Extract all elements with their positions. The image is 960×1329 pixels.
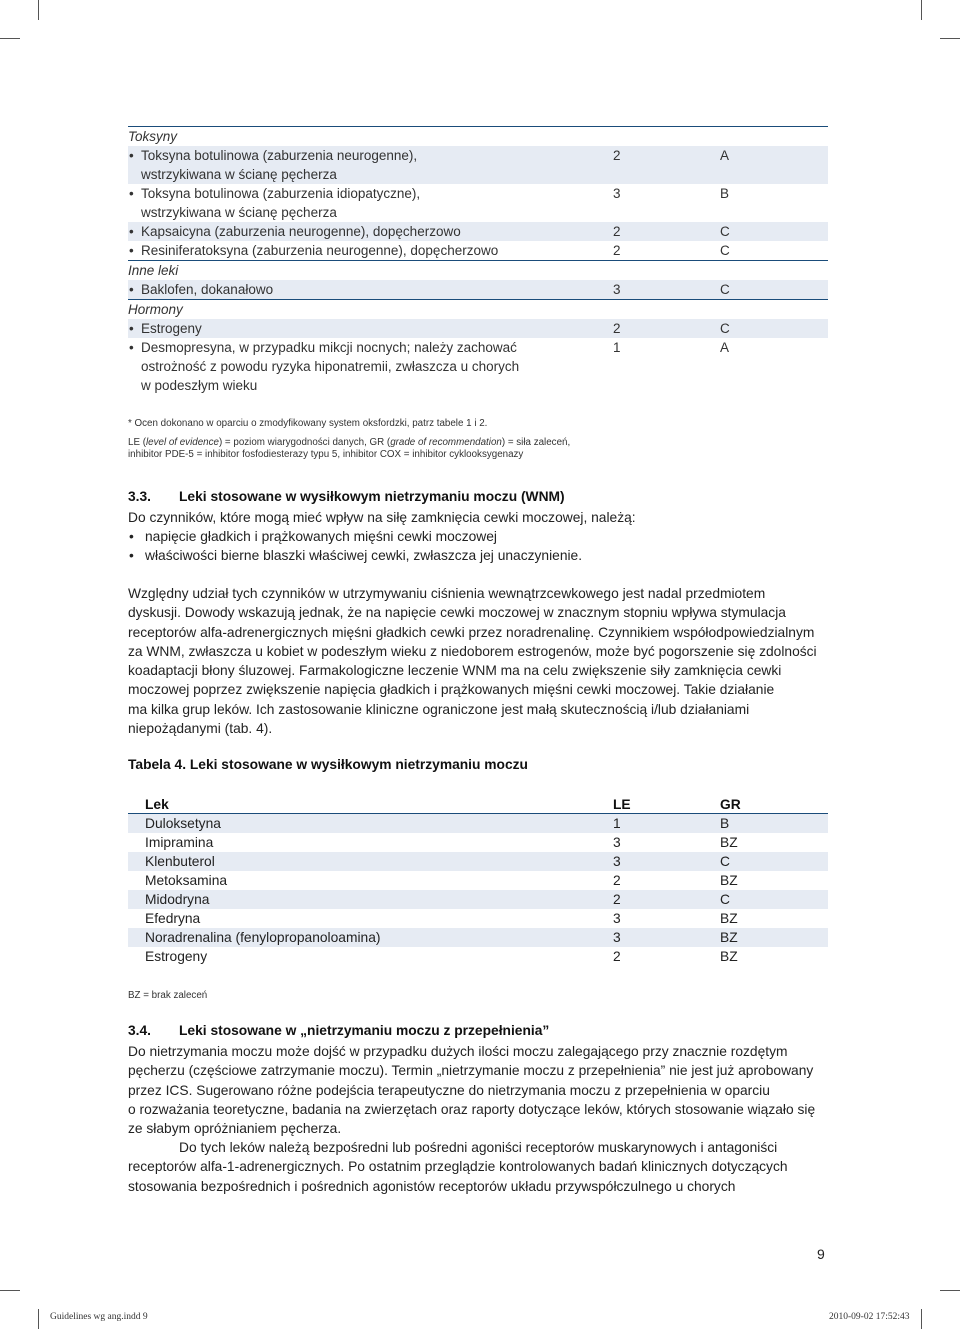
paragraph-line: stosowania bezpośrednich i pośrednich agonistów receptorów układu przywspółczulnego u chorych <box>128 1178 736 1194</box>
row-text: Toksyna botulinowa (zaburzenia idiopatyczne), <box>141 186 421 201</box>
cell-lek: Klenbuterol <box>145 854 215 869</box>
cell-le: 1 <box>613 340 621 355</box>
cell-gr: C <box>720 892 730 907</box>
row-text: Baklofen, dokanałowo <box>141 282 274 297</box>
table-category: Inne leki <box>128 263 179 278</box>
paragraph-line: Do czynników, które mogą mieć wpływ na siłę zamknięcia cewki moczowej, należą: <box>128 510 636 525</box>
cell-gr: BZ <box>720 930 738 945</box>
table-row <box>128 241 828 260</box>
section-title: Leki stosowane w wysiłkowym nietrzymaniu moczu (WNM) <box>179 489 565 504</box>
list-item <box>128 527 582 546</box>
crop-mark <box>940 1290 960 1291</box>
bullet-icon: • <box>129 224 134 239</box>
row-text-line <box>128 165 828 184</box>
table-row <box>128 890 828 909</box>
list-item-text: właściwości bierne blaszki właściwej cewki, zwłaszcza jej unaczynienie. <box>145 548 583 564</box>
cell-le: 3 <box>613 186 621 201</box>
section-title: Leki stosowane w „nietrzymaniu moczu z przepełnienia” <box>179 1023 550 1038</box>
table-row <box>128 852 828 871</box>
paragraph-line: receptorów alfa-adrenergicznych mięśni gładkich cewki przez noradrenalinę. Czynnikiem współodpowiedzialnym <box>128 624 815 640</box>
paragraph-line: dyskusji. Dowody wskazują jednak, że na napięcie cewki moczowej w znacznym stopniu wpływa stymulacja <box>128 605 786 621</box>
paragraph-line: pęcherzu (częściowe zatrzymanie moczu). Termin „nietrzymanie moczu z przepełnienia” nie jest już aprobowany <box>128 1063 814 1079</box>
crop-mark <box>0 38 20 39</box>
table-row <box>128 833 828 852</box>
bullet-icon: • <box>129 148 134 163</box>
cell-le: 2 <box>613 949 621 964</box>
cell-gr: A <box>720 148 730 163</box>
footer-filename: Guidelines wg ang.indd 9 <box>50 1312 148 1322</box>
cell-le: 2 <box>613 321 621 336</box>
bullet-icon: • <box>129 321 134 336</box>
table-row <box>128 222 828 241</box>
table-category: Toksyny <box>128 129 178 144</box>
sui-drug-table <box>128 795 828 966</box>
bullet-icon: • <box>129 340 134 355</box>
paragraph-line: receptorów alfa-1-adrenergicznych. Po ostatnim przeglądzie kontrolowanych badań klinicznych dotyczących <box>128 1159 788 1175</box>
note-italic: grade of recommendation <box>390 437 502 448</box>
drug-recommendation-table <box>128 126 828 395</box>
row-text-line <box>128 203 828 222</box>
cell-le: 2 <box>613 148 621 163</box>
cell-le: 2 <box>613 873 621 888</box>
bullet-list <box>128 527 582 566</box>
table-row <box>128 184 828 222</box>
paragraph-line: Do tych leków należą bezpośredni lub pośredni agoniści receptorów muskarynowych i antagoniści <box>179 1140 778 1155</box>
cell-lek: Estrogeny <box>145 949 208 964</box>
table-footnote: BZ = brak zaleceń <box>128 990 208 1001</box>
list-item <box>128 546 582 565</box>
bullet-icon: • <box>129 282 134 297</box>
table-row <box>128 814 828 833</box>
header-le: LE <box>613 797 631 812</box>
note-text: LE ( <box>128 437 146 448</box>
table-header-row <box>128 795 828 814</box>
cell-gr: BZ <box>720 835 738 850</box>
header-lek: Lek <box>145 797 169 812</box>
page-number: 9 <box>817 1246 825 1262</box>
table-note-asterisk: * Ocen dokonano w oparciu o zmodyfikowany system oksfordzki, patrz tabele 1 i 2. <box>128 418 488 429</box>
cell-le: 3 <box>613 835 621 850</box>
cell-gr: B <box>720 186 730 201</box>
paragraph-line: przez ICS. Sugerowano różne podejścia terapeutyczne do nietrzymania moczu z przepełnienia w oparciu <box>128 1082 770 1098</box>
paragraph-line: koadaptacji błony śluzowej. Farmakologiczne leczenie WNM ma na celu zwiększenie siły zamknięcia cewki <box>128 663 782 679</box>
cell-gr: C <box>720 224 730 239</box>
row-text-line <box>128 357 828 376</box>
cell-lek: Metoksamina <box>145 873 228 888</box>
table-body <box>128 814 828 966</box>
cell-lek: Duloksetyna <box>145 816 221 831</box>
table-row <box>128 928 828 947</box>
cell-lek: Efedryna <box>145 911 201 926</box>
list-item-text: napięcie gładkich i prążkowanych mięśni cewki moczowej <box>145 529 497 544</box>
cell-lek: Midodryna <box>145 892 210 907</box>
row-text-line <box>128 376 828 395</box>
note-text: ) = poziom wiarygodności danych, GR ( <box>218 437 391 448</box>
cell-gr: C <box>720 854 730 869</box>
cell-le: 2 <box>613 243 621 258</box>
cell-gr: B <box>720 816 730 831</box>
cell-gr: C <box>720 321 730 336</box>
paragraph-line: ze słabym opróżnianiem pęcherza. <box>128 1121 342 1137</box>
cell-le: 2 <box>613 892 621 907</box>
crop-mark <box>940 38 960 39</box>
section-paragraph <box>128 1042 833 1138</box>
table-row <box>128 871 828 890</box>
table-row <box>128 146 828 184</box>
cell-le: 3 <box>613 930 621 945</box>
paragraph-line: ma kilka grup leków. Ich zastosowanie kliniczne ograniczone jest małą skutecznością i/lub działaniami <box>128 701 750 717</box>
cell-le: 1 <box>613 816 621 831</box>
table-caption: Tabela 4. Leki stosowane w wysiłkowym nietrzymaniu moczu <box>128 757 528 772</box>
crop-mark <box>0 1290 20 1291</box>
section-number: 3.4. <box>128 1023 152 1038</box>
section-intro <box>128 508 833 527</box>
paragraph-line: o rozważania teoretyczne, badania na zwierzętach oraz raporty dotyczące leków, których stosowanie wiązało się <box>128 1101 816 1117</box>
table-row <box>128 319 828 338</box>
paragraph-line: moczowej poprzez zwiększenie napięcia gładkich i prążkowanych mięśni cewki moczowej. Takie działanie <box>128 682 775 698</box>
section-number: 3.3. <box>128 489 152 504</box>
row-text: Desmopresyna, w przypadku mikcji nocnych; należy zachować <box>141 340 517 355</box>
cell-gr: BZ <box>720 949 738 964</box>
crop-mark <box>38 0 39 20</box>
table-category: Hormony <box>128 302 183 317</box>
section-heading <box>128 489 565 504</box>
cell-gr: C <box>720 243 730 258</box>
cell-le: 3 <box>613 854 621 869</box>
section-paragraph <box>128 1138 833 1196</box>
paragraph-line: Względny udział tych czynników w utrzymywaniu ciśnienia wewnątrzcewkowego jest nadal przedmiotem <box>128 586 766 601</box>
row-text: Resiniferatoksyna (zaburzenia neurogenne), dopęcherzowo <box>141 243 499 258</box>
bullet-icon: • <box>129 186 134 201</box>
row-text: Estrogeny <box>141 321 202 336</box>
cell-gr: BZ <box>720 911 738 926</box>
cell-le: 3 <box>613 282 621 297</box>
cell-gr: BZ <box>720 873 738 888</box>
row-text: Toksyna botulinowa (zaburzenia neurogenne), <box>141 148 418 163</box>
paragraph-line: Do nietrzymania moczu może dojść w przypadku dużych ilości moczu zalegającego przy znacznie rozdętym <box>128 1044 788 1059</box>
cell-gr: A <box>720 340 730 355</box>
cell-gr: C <box>720 282 730 297</box>
row-text: wstrzykiwana w ścianę pęcherza <box>141 167 337 182</box>
table-row <box>128 947 828 966</box>
row-text: wstrzykiwana w ścianę pęcherza <box>141 205 337 220</box>
row-text: ostrożność z powodu ryzyka hiponatremii, zwłaszcza u chorych <box>141 359 520 374</box>
paragraph-line: za WNM, zwłaszcza u kobiet w podeszłym wieku z niedoborem estrogenów, może być pogorszenie się zdolności <box>128 643 817 659</box>
note-italic: level of evidence <box>145 437 219 448</box>
table-row <box>128 280 828 299</box>
header-gr: GR <box>720 797 741 812</box>
footer-timestamp: 2010-09-02 17:52:43 <box>829 1312 910 1322</box>
table-note-inhibitors: inhibitor PDE-5 = inhibitor fosfodiesterazy typu 5, inhibitor COX = inhibitor cyklooksygenazy <box>128 449 524 460</box>
table-row <box>128 909 828 928</box>
bullet-icon: • <box>129 243 134 258</box>
note-text: ) = siła zaleceń, <box>501 437 571 448</box>
section-heading <box>128 1023 549 1038</box>
cell-lek: Imipramina <box>145 835 214 850</box>
cell-le: 2 <box>613 224 621 239</box>
bullet-icon: • <box>129 529 134 544</box>
table-row <box>128 338 828 395</box>
crop-mark <box>38 1309 39 1329</box>
bullet-icon: • <box>129 548 134 564</box>
row-text: Kapsaicyna (zaburzenia neurogenne), dopęcherzowo <box>141 224 461 239</box>
row-text: w podeszłym wieku <box>141 378 258 393</box>
crop-mark <box>921 1309 922 1329</box>
crop-mark <box>921 0 922 20</box>
cell-le: 3 <box>613 911 621 926</box>
cell-lek: Noradrenalina (fenylopropanoloamina) <box>145 930 381 945</box>
section-paragraph <box>128 584 833 738</box>
paragraph-line: niepożądanymi (tab. 4). <box>128 721 273 737</box>
